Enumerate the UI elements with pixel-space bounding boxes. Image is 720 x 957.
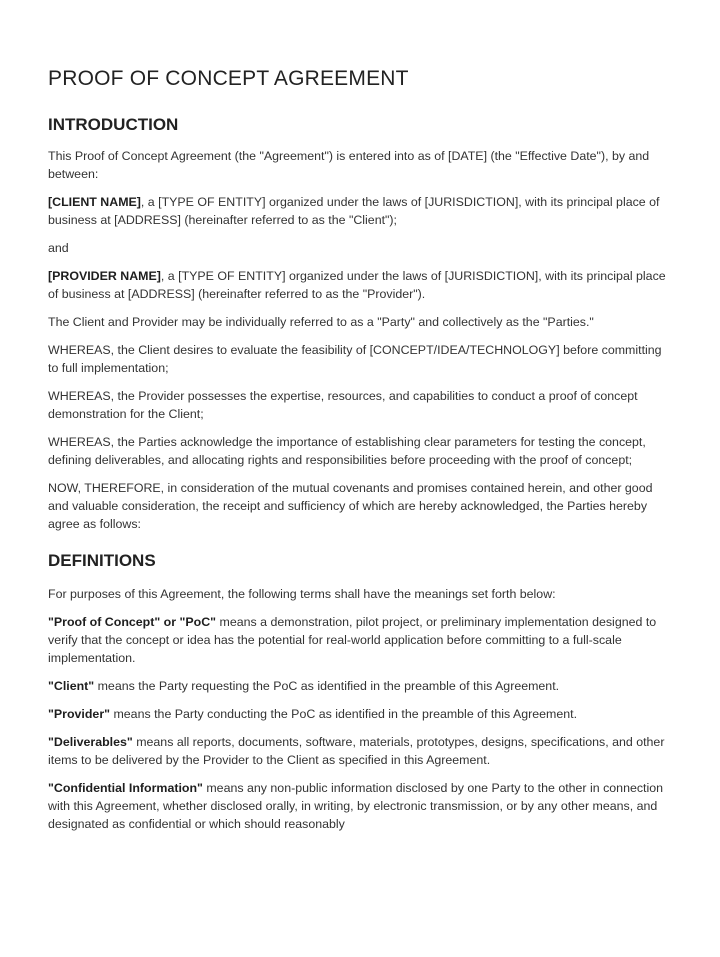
definition-text: means the Party conducting the PoC as identified in the preamble of this Agreement.	[110, 707, 578, 721]
definition-provider	[48, 705, 674, 723]
introduction-heading: INTRODUCTION	[48, 115, 179, 134]
client-party-paragraph	[48, 193, 674, 229]
whereas-paragraph-2: WHEREAS, the Provider possesses the expertise, resources, and capabilities to conduct a proof of concept demonstration for the Client;	[48, 389, 638, 421]
whereas-paragraph-3: WHEREAS, the Parties acknowledge the importance of establishing clear parameters for testing the concept, defining deliverables, and allocating rights and responsibilities before proceeding with the proof of concept;	[48, 435, 646, 467]
definitions-intro: For purposes of this Agreement, the following terms shall have the meanings set forth below:	[48, 587, 556, 601]
client-party-text: , a [TYPE OF ENTITY] organized under the laws of [JURISDICTION], with its principal place of business at [ADDRESS] (hereinafter referred to as the "Client");	[48, 195, 660, 227]
definition-text: means a demonstration, pilot project, or preliminary implementation designed to verify that the concept or idea has the potential for real-world application before committing to a full-scale implementation.	[48, 615, 657, 665]
intro-paragraph: This Proof of Concept Agreement (the "Agreement") is entered into as of [DATE] (the "Effective Date"), by and between:	[48, 149, 650, 181]
definition-confidential-wrap	[48, 779, 674, 833]
definition-term: "Proof of Concept" or "PoC"	[48, 615, 217, 629]
definition-text: means all reports, documents, software, materials, prototypes, designs, specifications, and other items to be delivered by the Provider to the Client as specified in this Agreement.	[48, 735, 665, 767]
client-name-placeholder: [CLIENT NAME]	[48, 195, 141, 209]
definition-deliverables	[48, 733, 674, 769]
provider-party-text: , a [TYPE OF ENTITY] organized under the laws of [JURISDICTION], with its principal place of business at [ADDRESS] (hereinafter referred to as the "Provider").	[48, 269, 666, 301]
definitions-heading: DEFINITIONS	[48, 551, 156, 570]
provider-party-paragraph	[48, 267, 674, 303]
definition-poc	[48, 613, 674, 667]
provider-name-placeholder: [PROVIDER NAME]	[48, 269, 161, 283]
definition-term: "Confidential Information"	[48, 781, 203, 795]
document-title: PROOF OF CONCEPT AGREEMENT	[48, 67, 409, 90]
now-therefore-paragraph: NOW, THEREFORE, in consideration of the mutual covenants and promises contained herein, and other good and valuable consideration, the receipt and sufficiency of which are hereby acknowledged, the Parties hereby agree as follows:	[48, 481, 653, 531]
whereas-paragraph-1: WHEREAS, the Client desires to evaluate the feasibility of [CONCEPT/IDEA/TECHNOLOGY] before committing to full implementation;	[48, 343, 662, 375]
document-page	[48, 62, 674, 833]
definition-term: "Client"	[48, 679, 95, 693]
definition-text: means the Party requesting the PoC as identified in the preamble of this Agreement.	[94, 679, 560, 693]
definition-term: "Provider"	[48, 707, 111, 721]
and-paragraph: and	[48, 241, 69, 255]
definition-confidential	[48, 779, 674, 833]
parties-paragraph: The Client and Provider may be individually referred to as a "Party" and collectively as the "Parties."	[48, 315, 594, 329]
definition-term: "Deliverables"	[48, 735, 133, 749]
definition-client	[48, 677, 674, 695]
definition-text: means any non-public information disclosed by one Party to the other in connection with this Agreement, whether disclosed orally, in writing, by electronic transmission, or by any other means, and designated as confidential or which should reasonably	[48, 781, 664, 831]
